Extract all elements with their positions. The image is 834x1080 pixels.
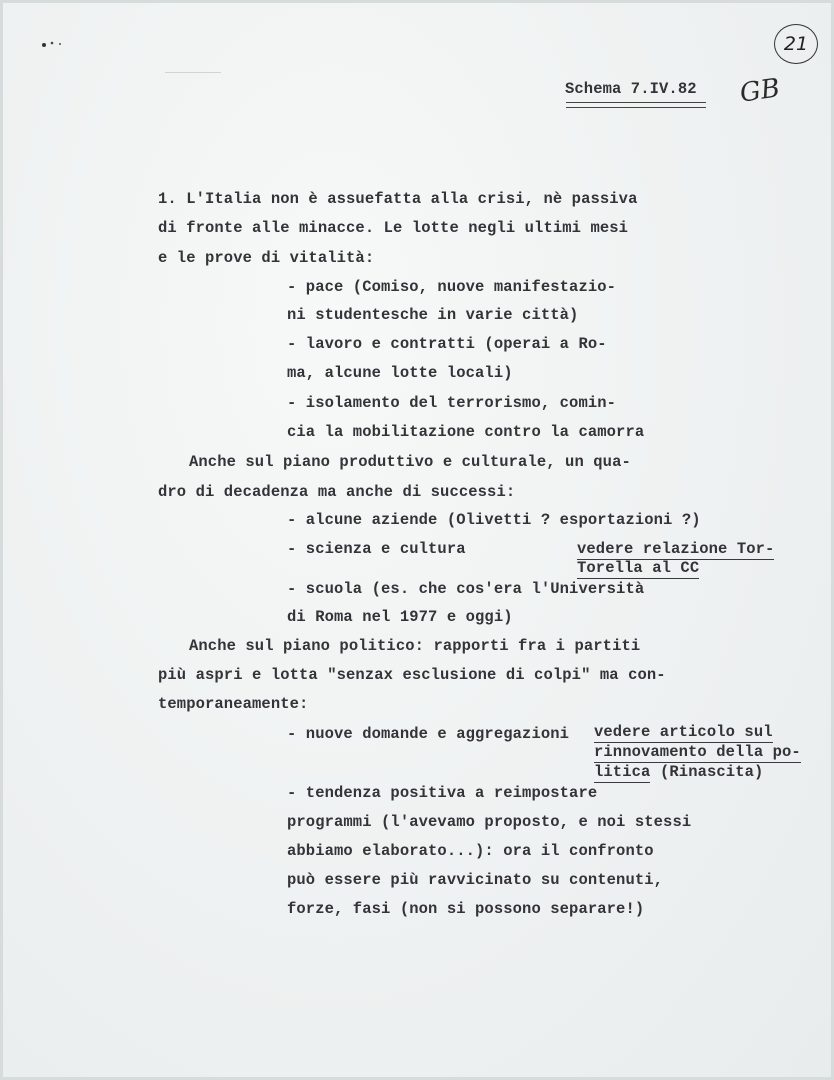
margin-note-underlined: Torella al CC — [577, 559, 700, 577]
text-line: dro di decadenza ma anche di successi: — [158, 483, 516, 501]
margin-note-underlined: rinnovamento della po- — [594, 743, 801, 761]
text-line: - alcune aziende (Olivetti ? esportazioni ?) — [287, 511, 701, 529]
ink-speck-mark — [40, 40, 64, 48]
text-line: più aspri e lotta "senzax esclusione di colpi" ma con- — [158, 666, 666, 684]
text-line: - tendenza positiva a reimpostare — [287, 784, 598, 802]
text-line: cia la mobilitazione contro la camorra — [287, 423, 645, 441]
text-line: può essere più ravvicinato su contenuti, — [287, 871, 664, 889]
text-line: Anche sul piano politico: rapporti fra i partiti — [189, 637, 641, 655]
text-line: Anche sul piano produttivo e culturale, un qua- — [189, 453, 631, 471]
text-line: programmi (l'avevamo proposto, e noi stessi — [287, 813, 692, 831]
margin-note-underlined: vedere articolo sul — [594, 723, 773, 741]
text-line: - isolamento del terrorismo, comin- — [287, 394, 617, 412]
text-line: - nuove domande e aggregazioni — [287, 725, 570, 743]
text-line: di Roma nel 1977 e oggi) — [287, 608, 513, 626]
text-line: ma, alcune lotte locali) — [287, 364, 513, 382]
text-line: di fronte alle minacce. Le lotte negli ultimi mesi — [158, 219, 629, 237]
text-line: e le prove di vitalità: — [158, 249, 375, 267]
text-line: forze, fasi (non si possono separare!) — [287, 900, 645, 918]
faint-pencil-line — [165, 72, 221, 73]
text-line: temporaneamente: — [158, 695, 309, 713]
text-line: - pace (Comiso, nuove manifestazio- — [287, 278, 617, 296]
page-number-circled: 21 — [774, 24, 818, 64]
handwritten-initials: GB — [738, 73, 782, 109]
text-line: - scienza e cultura — [287, 540, 466, 558]
margin-note-underlined: vedere relazione Tor- — [577, 540, 775, 558]
text-line: ni studentesche in varie città) — [287, 306, 579, 324]
margin-note: (Rinascita) — [660, 763, 764, 781]
text-line: - scuola (es. che cos'era l'Università — [287, 580, 645, 598]
text-line: - lavoro e contratti (operai a Ro- — [287, 335, 607, 353]
header-title: Schema 7.IV.82 — [565, 80, 697, 98]
title-double-underline — [566, 102, 706, 108]
text-line: abbiamo elaborato...): ora il confronto — [287, 842, 654, 860]
margin-note-underlined: litica — [594, 763, 651, 781]
text-line: 1. L'Italia non è assuefatta alla crisi, nè passiva — [158, 190, 638, 208]
